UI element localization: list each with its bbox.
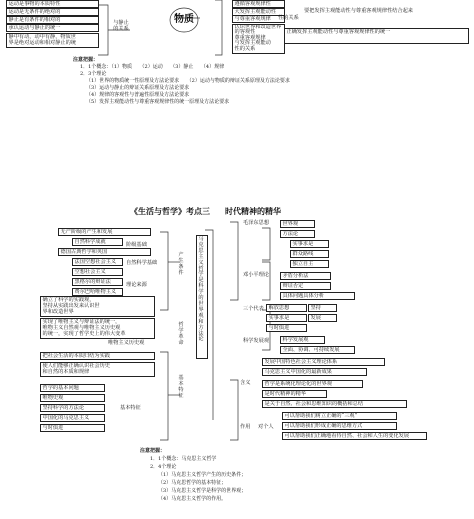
right-text-1: 要把发挥主观能动性与尊重客观规律性结合起来 xyxy=(304,8,413,14)
lb-18: 坚持科学的方法论 xyxy=(40,404,105,412)
lb-3: 法国空想社会主义 xyxy=(72,258,123,266)
lb-7: 确立了科学的实践观， xyxy=(42,297,95,303)
lb-16: 哲学的基本问题 xyxy=(40,384,105,392)
lb-13: 把社会生活的本质归结为实践 xyxy=(40,352,155,360)
right-box-2-l1: 认识世界和改造世界 xyxy=(234,24,282,30)
rsl-2: 三个代表 xyxy=(243,306,264,312)
top-notes-title: 注意把握： xyxy=(73,57,99,63)
lb-5: 黑格尔的辩证法 xyxy=(72,278,123,286)
center-vertical-text: 马克思主义哲学是科学的世界观和方法论 xyxy=(198,236,204,343)
rsl-1: 邓小平理论 xyxy=(243,272,269,278)
bottom-notes-item1: （1）马克思主义哲学产生的历史条件； xyxy=(158,472,247,478)
rb-3: 群众路线 xyxy=(290,250,329,258)
lb-17: 唯物史观 xyxy=(40,394,105,402)
rll-2: 对个人 xyxy=(258,424,274,430)
rlb-4: 可以帮助我们形成正确的思维方式 xyxy=(282,422,397,430)
right-box-1b: 大发挥主观能动性 xyxy=(232,8,285,16)
bottom-title-left: 《生活与哲学》考点三 xyxy=(130,206,210,216)
top-notes-line2: 2．3个理论 xyxy=(80,71,107,77)
lml-1: 自然科学基础 xyxy=(126,260,158,266)
mid-label-0: 产生条件 xyxy=(178,252,184,276)
rb-15: 发展中国特色社会主义理论体系 xyxy=(262,358,385,366)
rb-14: 全面、协调、可持续发展 xyxy=(280,346,355,354)
rb-9: 实事求是 xyxy=(266,314,307,322)
left-box-4: 承认运动与静止的统一 xyxy=(6,24,99,32)
lb-4: 空想社会主义 xyxy=(72,268,123,276)
top-notes-line1: 1．1个概念：（1）物质 （2）运动 （3）静止 （4）规律 xyxy=(80,64,225,70)
lb-10: 实现了唯物主义与辩证法的统一， xyxy=(42,319,121,325)
relation-label: 与静止 的关系 xyxy=(113,20,129,33)
lb-1: 自然科学成就 xyxy=(72,238,123,246)
lml-0: 阶级基础 xyxy=(126,242,147,248)
lb-9: 界和改造世界 xyxy=(42,309,74,315)
rb-16: 马克思主义中国化的最新成果 xyxy=(262,368,367,376)
lb-6: 费尔巴哈唯物主义 xyxy=(72,288,123,296)
right-box-1d: 性的关系 xyxy=(278,15,299,21)
center-label: 物质 xyxy=(174,14,194,25)
rll-0: 含义 xyxy=(240,380,251,386)
lb-20: 与时俱进 xyxy=(40,424,105,432)
rb-2: 实事求是 xyxy=(290,240,329,248)
left-box-5 xyxy=(6,33,99,48)
top-notes-item3: （4）规律的客观性与普遍性原理及方法论要求 xyxy=(86,92,190,98)
bottom-notes-line1: 1．1个概念：马克思主义哲学 xyxy=(150,456,217,462)
lb-unity xyxy=(40,318,155,339)
lb-11: 唯物主义自然观与唯物主义历史观 xyxy=(42,325,121,331)
right-box-2-l5: 性的关系 xyxy=(234,45,256,52)
rlb-3: 可以帮助我们树立正确的“三观” xyxy=(282,412,397,420)
right-box-1a: 遵循客观规律性 xyxy=(232,0,285,8)
top-notes-item1: （1）世界的物质统一性原理及方法论要求 （2）运动与物质的辩证关系原理及方法论要求 xyxy=(86,78,290,84)
left-box-1: 运动是事物的本质特性 xyxy=(6,0,99,8)
lb-history xyxy=(40,362,155,377)
rb-0: 世界观 xyxy=(280,220,315,228)
rsl-0: 毛泽东思想 xyxy=(243,220,269,226)
rb-6: 辩证否定 xyxy=(280,282,331,290)
rsl-3: 科学发展观 xyxy=(243,338,269,344)
rb-1: 方法论 xyxy=(280,230,315,238)
lb-2: 德国古典哲学和英国 xyxy=(58,248,151,256)
right-text-2: 正确发挥主观能动性与尊重客观规律性的统一 xyxy=(284,28,469,44)
lb-0: 无产阶级的产生和发展 xyxy=(58,228,151,236)
right-box-2-l4: 与发挥主观能动 xyxy=(234,40,271,47)
right-box-2-l3: 尊重客观规律 xyxy=(234,34,266,41)
lb-practice xyxy=(40,296,155,317)
mid-label-2: 基本特征 xyxy=(178,375,184,399)
left-box-5-line2: 界是绝对运动和相对静止的统 xyxy=(8,40,76,47)
rlb-0: 哲学是系统化理论化的世界观 xyxy=(262,380,363,388)
lb-14: 使人们能够正确认识社会历史 xyxy=(42,363,110,369)
bottom-notes-item3: （3）马克思主义哲学是科学的世界观； xyxy=(158,488,247,494)
rb-4: 独立自主 xyxy=(290,260,329,268)
lml-2: 理论来源 xyxy=(126,282,147,288)
left-box-2: 运动是无条件的绝对的 xyxy=(6,8,99,16)
bottom-notes-item2: （2）马克思哲学的基本特征； xyxy=(158,480,227,486)
rlb-5: 可以帮助我们正确地看待自然、社会和人生的变化发展 xyxy=(282,432,427,440)
rb-8: 解放思想 xyxy=(266,304,307,312)
top-notes-item4: （5）发挥主观能动性与尊重客观规律性的统一原理及方法论要求 xyxy=(86,99,230,105)
lml-3: 唯物主义历史观 xyxy=(108,340,145,346)
lb-15: 和自然的本质和规律 xyxy=(42,369,90,375)
right-box-1c: 与尊重客观规律 xyxy=(232,15,285,23)
lb-12: 的统一，实现了哲学史上的伟大变革 xyxy=(42,331,126,337)
lml-4: 基本特征 xyxy=(120,405,141,411)
right-box-2-l2: 的客观性 xyxy=(234,29,256,36)
mid-label-1: 哲学革命 xyxy=(178,322,184,346)
right-box-2 xyxy=(232,24,285,54)
rlb-2: 是关于自然、社会和思维知识的概括和总结 xyxy=(262,400,407,408)
bottom-title-right: 时代精神的精华 xyxy=(225,206,281,216)
bottom-notes-line2: 2．4个理论 xyxy=(150,464,177,470)
rlb-1: 是时代精神的精华 xyxy=(262,390,327,398)
rb-7: 具体问题具体分析 xyxy=(280,292,355,300)
left-box-5-line1: 静中有动，动中有静，物质世 xyxy=(8,34,76,40)
rb-11: 坚持 xyxy=(308,304,337,312)
rb-10: 与时俱进 xyxy=(266,324,307,332)
lb-19: 中国化的马克思主义 xyxy=(40,414,105,422)
lb-8: 坚持从实践出发来认识世 xyxy=(42,303,100,309)
rll-1: 作用 xyxy=(240,424,251,430)
rb-5: 矛盾分析法 xyxy=(280,272,331,280)
center-vertical-box xyxy=(196,235,208,359)
bottom-notes-title: 注意把握： xyxy=(140,448,166,454)
rb-13: 科学发展观 xyxy=(280,336,325,344)
top-notes-item2: （3）运动与静止的辩证关系原理及方法论要求 xyxy=(86,85,190,91)
bottom-notes-item4: （4）马克思主义哲学的作用。 xyxy=(158,496,227,502)
rb-12: 发展 xyxy=(308,314,337,322)
left-box-3: 静止是有条件的相对的 xyxy=(6,16,99,24)
